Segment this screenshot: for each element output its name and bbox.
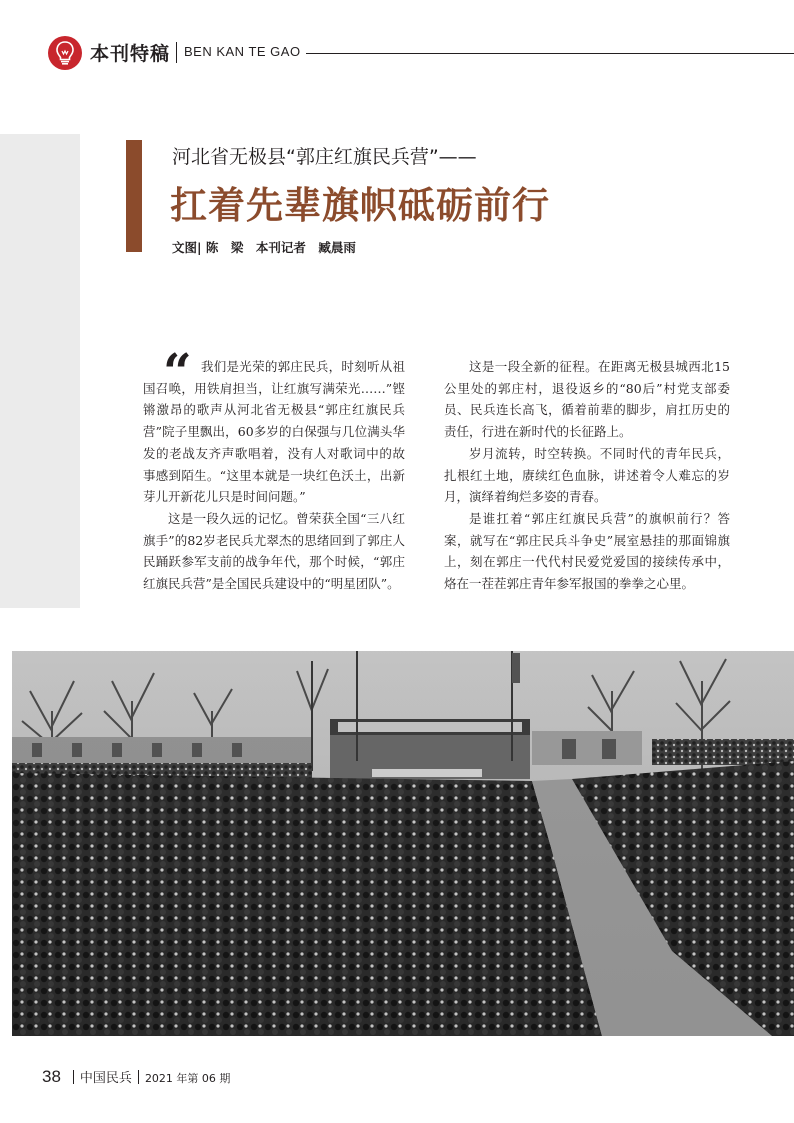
footer-divider (73, 1070, 74, 1084)
column-title: 本刊特稿 (90, 43, 171, 65)
footer-divider (138, 1070, 139, 1084)
title-accent-bar (126, 140, 142, 252)
lightbulb-icon (48, 36, 82, 70)
magazine-name: 中国民兵 (79, 1071, 132, 1086)
paragraph: 是谁扛着“郭庄红旗民兵营”的旗帜前行？答案，就写在“郭庄民兵斗争史”展室悬挂的那面锦旗上，刻在郭庄一代代村民爱党爱国的接续传承中，烙在一茬茬郭庄青年参军报国的拳拳之心里。 (444, 510, 730, 592)
article-title: 扛着先辈旗帜砥砺前行 (170, 184, 550, 227)
page-footer (42, 1067, 230, 1087)
article-subtitle: 河北省无极县“郭庄红旗民兵营”—— (172, 146, 477, 168)
article-byline: 文图| 陈 梁 本刊记者 臧晨雨 (172, 240, 356, 255)
body-column-left (143, 356, 405, 595)
paragraph: 这是一段久远的记忆。曾荣获全国“三八红旗手”的82岁老民兵尤翠杰的思绪回到了郭庄人民踊跃参军支前的战争年代，那个时候，“郭庄红旗民兵营”是全国民兵建设中的“明星团队”。 (143, 510, 405, 592)
quote-mark-icon: “ (163, 342, 192, 401)
column-title-pinyin: BEN KAN TE GAO (184, 44, 301, 59)
paragraph: 岁月流转，时空转换。不同时代的青年民兵，扎根红土地，赓续红色血脉，讲述着令人难忘的岁月，演绎着绚烂多姿的青春。 (444, 445, 730, 505)
side-panel (0, 134, 80, 608)
body-column-right (444, 356, 730, 595)
photo-illustration (12, 651, 794, 1036)
historical-rally-photo (12, 651, 794, 1036)
header-rule (306, 53, 794, 54)
page-number: 38 (42, 1067, 61, 1086)
paragraph: 我们是光荣的郭庄民兵，时刻听从祖国召唤，用铁肩担当，让红旗写满荣光……”铿锵激昂的歌声从河北省无极县“郭庄红旗民兵营”院子里飘出，60多岁的白保强与几位满头华发的老战友齐声歌唱着，没有人对歌词中的故事感到陌生。“这里本就是一块红色沃土，出新芽儿开新花儿只是时间问题。” (143, 359, 405, 505)
header-divider (176, 42, 177, 63)
paragraph: 这是一段全新的征程。在距离无极县城西北15公里处的郭庄村，退役返乡的“80后”村党支部委员、民兵连长高飞，循着前辈的脚步，肩扛历史的责任，行进在新时代的长征路上。 (444, 359, 730, 440)
issue-label: 2021 年第 06 期 (144, 1072, 231, 1085)
